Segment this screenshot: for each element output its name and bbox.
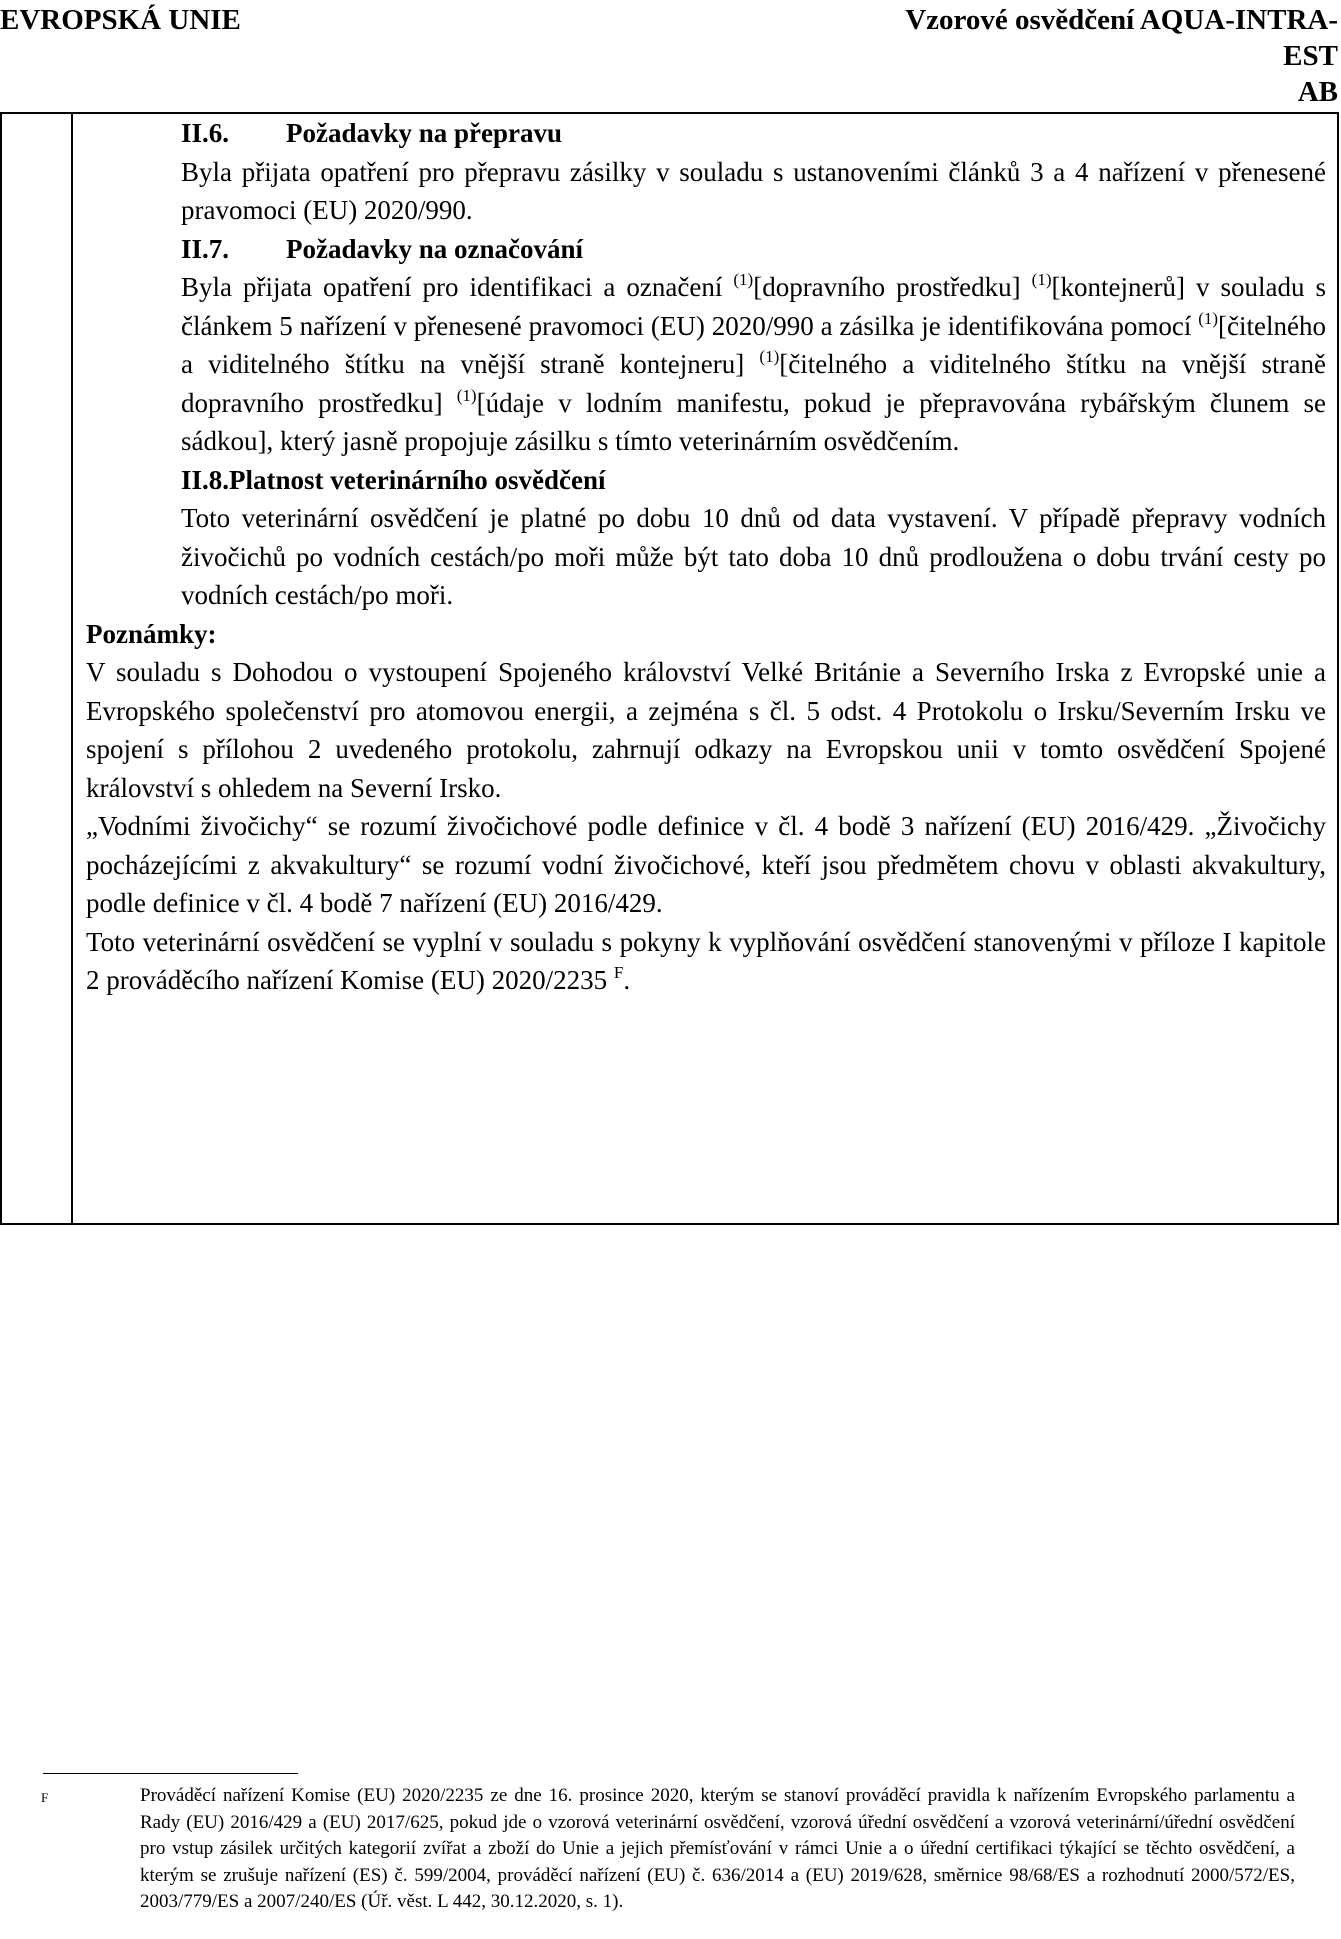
header-left: EVROPSKÁ UNIE <box>0 4 241 36</box>
section-II7-heading <box>181 230 1326 269</box>
section-II7-text-part: [čitelného a viditelného štítku na vnější straně dopravního prostředku] <box>181 349 1326 418</box>
section-II7-text-part: [údaje v lodním manifestu, pokud je přepravována rybářským člunem se sádkou], který jasně propojuje zásilku s tímto veterinárním osvědčením. <box>181 387 1326 456</box>
footnote-ref: (1) <box>456 385 477 405</box>
section-II7 <box>181 230 1326 461</box>
section-II7-text-part: Byla přijata opatření pro identifikaci a označení <box>181 272 734 302</box>
section-II7-text-part: [kontejnerů] v souladu s článkem 5 nařízení v přenesené pravomoci (EU) 2020/990 a zásilka je identifikována pomocí <box>181 272 1326 341</box>
footnote-ref-F: F <box>613 963 624 982</box>
header-right <box>778 2 1338 110</box>
notes-title: Poznámky: <box>86 618 217 649</box>
section-II8-text: Toto veterinární osvědčení je platné po dobu 10 dnů od data vystavení. V případě přepravy vodních živočichů po vodních cestách/po moři může být tato doba 10 dnů prodloužena o dobu trvání cesty po vodních cestách/po moři. <box>181 503 1326 610</box>
section-II6-number: II.6. <box>181 118 230 148</box>
section-II6-heading <box>181 114 1326 153</box>
section-II8 <box>181 461 1326 615</box>
section-II7-title: Požadavky na označování <box>286 233 584 264</box>
footnote-ref: (1) <box>733 270 754 289</box>
section-II7-text-part: [dopravního prostředku] <box>753 272 1032 302</box>
footnote-ref: (1) <box>759 347 780 366</box>
notes-paragraph-3 <box>86 923 1326 1000</box>
header-right-line2: EST <box>1283 40 1338 72</box>
header-right-line1: Vzorové osvědčení AQUA-INTRA- <box>905 4 1338 36</box>
column-divider <box>71 114 73 1223</box>
notes-paragraph-1: V souladu s Dohodou o vystoupení Spojeného království Velké Británie a Severního Irska z Evropské unie a Evropského společenství pro atomovou energii, a zejména s čl. 5 odst. 4 Protokolu o Irsku/Severním Irsku ve spojení s přílohou 2 uvedeného protokolu, zahrnují odkazy na Evropskou unii v tomto osvědčení Spojené království s ohledem na Severní Irsko. <box>86 657 1326 803</box>
notes-paragraph-3-text: Toto veterinární osvědčení se vyplní v souladu s pokyny k vyplňování osvědčení stanovenými v příloze I kapitole 2 prováděcího nařízení Komise (EU) 2020/2235 <box>86 926 1326 995</box>
footnote-ref: (1) <box>1198 308 1219 328</box>
certificate-content <box>86 114 1326 1000</box>
notes <box>86 615 1326 1000</box>
notes-paragraph-3-end: . <box>623 965 631 995</box>
section-II6 <box>181 114 1326 230</box>
footnote-text: Prováděcí nařízení Komise (EU) 2020/2235 ze dne 16. prosince 2020, kterým se stanoví prováděcí pravidla k nařízením Evropského parlamentu a Rady (EU) 2016/429 a (EU) 2017/625, pokud jde o vzorová veterinární osvědčení, vzorová úřední osvědčení a vzorová veterinární/úřední osvědčení pro vstup zásilek určitých kategorií zvířat a zboží do Unie a jejich přemísťování v rámci Unie a o úřední certifikaci týkající se těchto osvědčení, a kterým se zrušuje nařízení (ES) č. 599/2004, prováděcí nařízení (EU) č. 636/2014 a (EU) 2019/628, směrnice 98/68/ES a rozhodnutí 2000/572/ES, 2003/779/ES a 2007/240/ES (Úř. věst. L 442, 30.12.2020, s. 1). <box>140 1785 1295 1912</box>
footnote-mark: F <box>41 1790 49 1805</box>
footnote-separator <box>43 1773 298 1774</box>
notes-paragraph-2: „Vodními živočichy“ se rozumí živočichové podle definice v čl. 4 bodě 3 nařízení (EU) 2016/429. „Živočichy pocházejícími z akvakultury“ se rozumí vodní živočichové, kteří jsou předmětem chovu v oblasti akvakultury, podle definice v čl. 4 bodě 7 nařízení (EU) 2016/429. <box>86 811 1326 918</box>
section-II6-text: Byla přijata opatření pro přepravu zásilky v souladu s ustanoveními článků 3 a 4 nařízení v přenesené pravomoci (EU) 2020/990. <box>181 156 1326 225</box>
section-II8-title: Platnost veterinárního osvědčení <box>229 464 606 495</box>
section-II7-text <box>181 268 1326 461</box>
section-II7-number: II.7. <box>181 233 230 264</box>
header-right-line3: AB <box>1297 76 1338 108</box>
section-II6-title: Požadavky na přepravu <box>286 118 563 148</box>
section-II8-number: II.8. <box>181 464 230 495</box>
section-II7-text-part: [čitelného a viditelného štítku na vnější straně kontejneru] <box>181 310 1326 379</box>
footnote-ref: (1) <box>1031 270 1052 289</box>
section-II8-heading <box>181 461 1326 500</box>
